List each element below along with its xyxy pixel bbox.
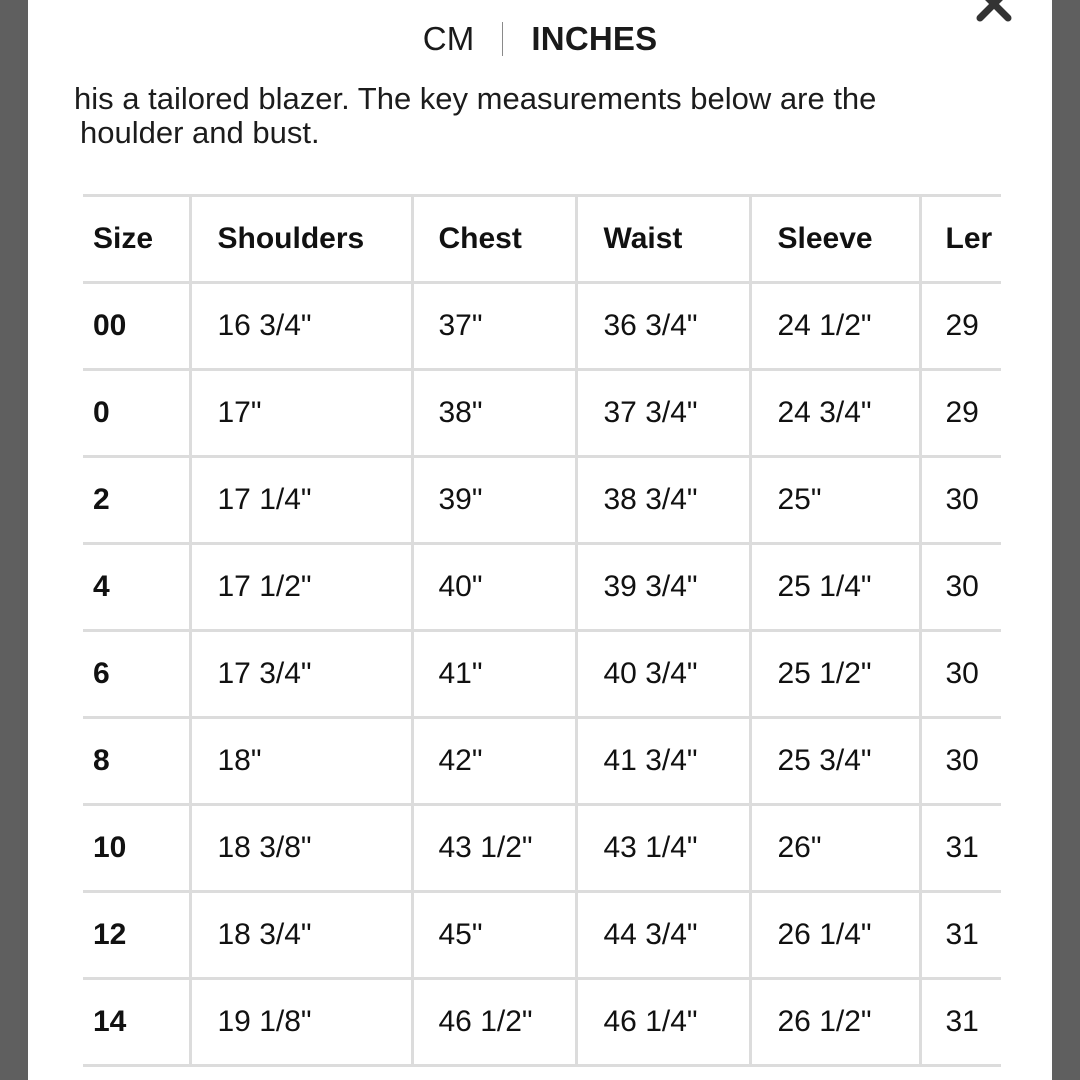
shoulders-cell: 18 3/8" (190, 805, 412, 892)
chest-cell: 40" (412, 544, 576, 631)
table-row (83, 718, 1001, 805)
waist-cell: 39 3/4" (576, 544, 750, 631)
chest-cell: 41" (412, 631, 576, 718)
unit-toggle (28, 18, 1052, 58)
length-cell: 29 (920, 370, 1001, 457)
shoulders-cell: 19 1/8" (190, 979, 412, 1066)
shoulders-cell: 17 3/4" (190, 631, 412, 718)
shoulders-cell: 18 3/4" (190, 892, 412, 979)
length-cell: 31 (920, 805, 1001, 892)
table-row (83, 805, 1001, 892)
size-cell: 12 (83, 892, 190, 979)
length-cell: 31 (920, 892, 1001, 979)
table-row (83, 631, 1001, 718)
header-length: Ler (920, 196, 1001, 283)
waist-cell: 36 3/4" (576, 283, 750, 370)
table-row (83, 283, 1001, 370)
sleeve-cell: 24 1/2" (750, 283, 920, 370)
header-waist: Waist (576, 196, 750, 283)
header-chest: Chest (412, 196, 576, 283)
unit-cm-tab[interactable]: CM (422, 20, 475, 58)
table-row (83, 457, 1001, 544)
waist-cell: 41 3/4" (576, 718, 750, 805)
length-cell: 30 (920, 718, 1001, 805)
table-row (83, 370, 1001, 457)
size-chart-modal (28, 0, 1052, 1080)
chest-cell: 45" (412, 892, 576, 979)
length-cell: 29 (920, 283, 1001, 370)
length-cell: 31 (920, 979, 1001, 1066)
header-sleeve: Sleeve (750, 196, 920, 283)
sleeve-cell: 25" (750, 457, 920, 544)
size-cell: 2 (83, 457, 190, 544)
length-cell: 30 (920, 457, 1001, 544)
length-cell: 30 (920, 631, 1001, 718)
sleeve-cell: 25 1/4" (750, 544, 920, 631)
size-cell: 10 (83, 805, 190, 892)
header-size: Size (83, 196, 190, 283)
fit-description: his a tailored blazer. The key measurements below are the houlder and bust. (74, 81, 877, 150)
shoulders-cell: 16 3/4" (190, 283, 412, 370)
waist-cell: 40 3/4" (576, 631, 750, 718)
size-cell: 0 (83, 370, 190, 457)
waist-cell: 38 3/4" (576, 457, 750, 544)
shoulders-cell: 17" (190, 370, 412, 457)
size-cell: 6 (83, 631, 190, 718)
size-table-container[interactable] (83, 194, 1001, 1080)
chest-cell: 43 1/2" (412, 805, 576, 892)
waist-cell: 44 3/4" (576, 892, 750, 979)
chest-cell: 46 1/2" (412, 979, 576, 1066)
sleeve-cell: 26 1/4" (750, 892, 920, 979)
unit-inches-tab[interactable]: INCHES (531, 20, 658, 58)
chest-cell: 38" (412, 370, 576, 457)
sleeve-cell: 25 1/2" (750, 631, 920, 718)
sleeve-cell: 26" (750, 805, 920, 892)
chest-cell: 39" (412, 457, 576, 544)
table-row (83, 544, 1001, 631)
sleeve-cell: 24 3/4" (750, 370, 920, 457)
chest-cell: 37" (412, 283, 576, 370)
table-header-row (83, 196, 1001, 283)
waist-cell: 37 3/4" (576, 370, 750, 457)
size-cell: 4 (83, 544, 190, 631)
shoulders-cell: 18" (190, 718, 412, 805)
size-cell: 00 (83, 283, 190, 370)
table-row (83, 892, 1001, 979)
shoulders-cell: 17 1/4" (190, 457, 412, 544)
chest-cell: 42" (412, 718, 576, 805)
table-row (83, 979, 1001, 1066)
unit-separator (502, 22, 503, 56)
length-cell: 30 (920, 544, 1001, 631)
size-table (83, 194, 1001, 1067)
sleeve-cell: 25 3/4" (750, 718, 920, 805)
header-shoulders: Shoulders (190, 196, 412, 283)
sleeve-cell: 26 1/2" (750, 979, 920, 1066)
waist-cell: 43 1/4" (576, 805, 750, 892)
size-cell: 14 (83, 979, 190, 1066)
waist-cell: 46 1/4" (576, 979, 750, 1066)
shoulders-cell: 17 1/2" (190, 544, 412, 631)
size-cell: 8 (83, 718, 190, 805)
